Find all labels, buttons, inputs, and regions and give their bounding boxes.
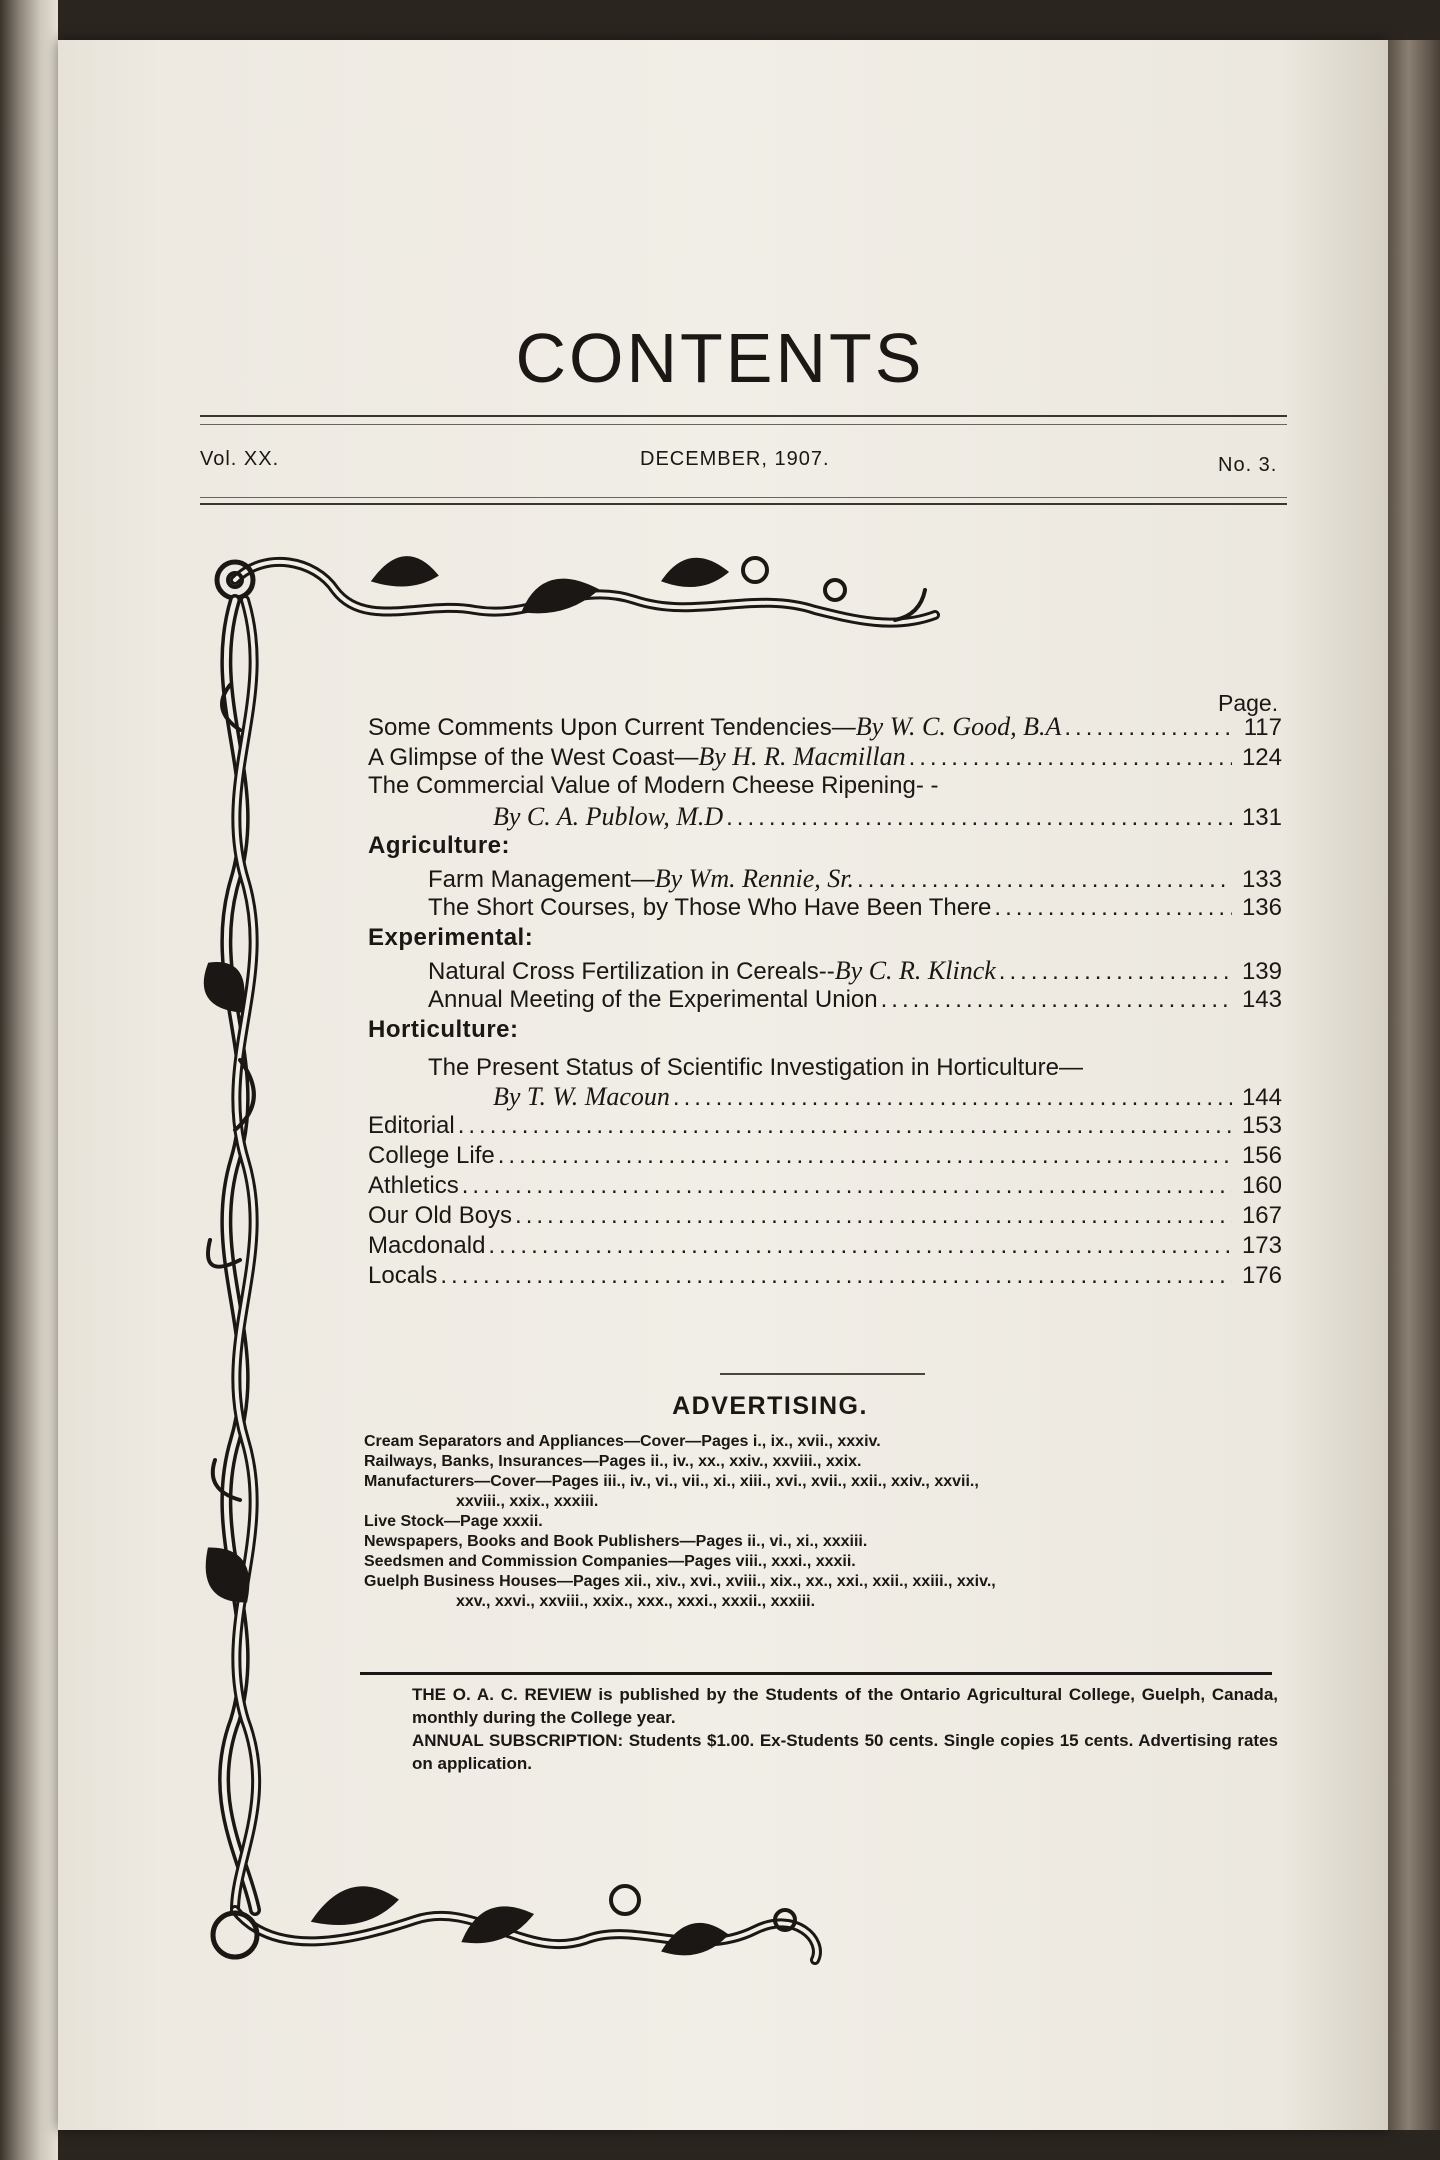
toc-department-title: Athletics <box>368 1172 459 1199</box>
leader-dots <box>455 1112 1232 1140</box>
page-column-heading: Page. <box>1218 690 1279 716</box>
toc-entry-title: The Short Courses, by Those Who Have Been There <box>428 894 992 921</box>
header-rule-1 <box>200 497 1287 498</box>
advertising-line: Live Stock—Page xxxii. <box>364 1513 543 1530</box>
toc-department[interactable] <box>368 1202 1282 1232</box>
toc-entry[interactable] <box>368 986 1282 1016</box>
leader-dots <box>459 1172 1232 1200</box>
toc-department-title: Our Old Boys <box>368 1202 513 1229</box>
top-rule-thin <box>200 424 1287 425</box>
issue-number: No. 3. <box>1218 454 1278 476</box>
toc-entry-page: 144 <box>1241 1084 1282 1111</box>
advertising-line: Manufacturers—Cover—Pages iii., iv., vi., vii., xi., xiii., xvi., xvii., xxii., xxiv., xxvii., <box>364 1473 979 1490</box>
toc-entry[interactable] <box>368 742 1282 772</box>
toc-department-title: Macdonald <box>368 1232 486 1259</box>
toc-entry-title: The Present Status of Scientific Investigation in Horticulture— <box>428 1054 1083 1081</box>
leader-dots <box>996 958 1232 986</box>
toc-department-page: 176 <box>1241 1262 1282 1289</box>
toc-entry[interactable] <box>368 956 1282 986</box>
section-heading-experimental: Experimental: <box>368 924 534 951</box>
toc-department-page: 160 <box>1241 1172 1282 1199</box>
toc-entry-title: Farm Management— <box>428 866 655 893</box>
leader-dots <box>1061 714 1232 742</box>
toc-entry[interactable] <box>368 712 1282 742</box>
toc-entry[interactable] <box>368 864 1282 894</box>
toc-department-page: 156 <box>1241 1142 1282 1169</box>
issue-date: DECEMBER, 1907. <box>640 448 830 470</box>
contents-list <box>368 712 1282 1292</box>
advertising-index <box>364 1432 1284 1612</box>
toc-department[interactable] <box>368 1112 1282 1142</box>
toc-entry-title: Natural Cross Fertilization in Cereals-- <box>428 958 835 985</box>
leader-dots <box>495 1142 1232 1170</box>
toc-entry-page: 117 <box>1243 714 1282 741</box>
toc-department[interactable] <box>368 1142 1282 1172</box>
toc-department-title: Editorial <box>368 1112 455 1139</box>
toc-entry-title-line[interactable] <box>368 1048 1282 1082</box>
volume-label: Vol. XX. <box>200 448 280 470</box>
top-rule <box>200 415 1287 417</box>
publication-rule <box>360 1672 1272 1675</box>
section-heading-horticulture: Horticulture: <box>368 1016 519 1043</box>
toc-department-title: Locals <box>368 1262 438 1289</box>
leader-dots <box>991 894 1232 922</box>
publication-statement: THE O. A. C. REVIEW is published by the Students of the Ontario Agricultural College, Guelph, Canada, monthly during the College year. <box>412 1685 1278 1727</box>
section-heading-agriculture: Agriculture: <box>368 832 511 859</box>
leader-dots <box>906 744 1232 772</box>
toc-entry-author: By H. R. Macmillan <box>698 742 906 771</box>
toc-department-page: 153 <box>1241 1112 1282 1139</box>
subscription-statement: ANNUAL SUBSCRIPTION: Students $1.00. Ex-Students 50 cents. Single copies 15 cents. Advertising rates on application. <box>412 1731 1278 1773</box>
toc-entry-page: 124 <box>1241 744 1282 771</box>
advertising-line: xxv., xxvi., xxviii., xxix., xxx., xxxi., xxxii., xxxiii. <box>456 1593 816 1610</box>
publication-notice <box>360 1683 1278 1775</box>
advertising-line: Railways, Banks, Insurances—Pages ii., iv., xx., xxiv., xxviii., xxix. <box>364 1453 862 1470</box>
toc-entry-page: 136 <box>1241 894 1282 921</box>
leader-dots <box>485 1232 1232 1260</box>
toc-department-page: 167 <box>1241 1202 1282 1229</box>
toc-entry-title: The Commercial Value of Modern Cheese Ripening- - <box>368 772 939 799</box>
advertising-line: Seedsmen and Commission Companies—Pages viii., xxxi., xxxii. <box>364 1553 856 1570</box>
toc-entry-title: Annual Meeting of the Experimental Union <box>428 986 878 1013</box>
toc-department-page: 173 <box>1241 1232 1282 1259</box>
leader-dots <box>512 1202 1232 1230</box>
leader-dots <box>437 1262 1232 1290</box>
leader-dots <box>854 866 1232 894</box>
toc-entry-page: 139 <box>1241 958 1282 985</box>
leader-dots <box>723 804 1232 832</box>
leader-dots <box>878 986 1232 1014</box>
toc-entry-author: By C. R. Klinck <box>834 956 996 985</box>
toc-entry[interactable] <box>368 1082 1282 1112</box>
toc-entry-author: By Wm. Rennie, Sr. <box>654 864 855 893</box>
leader-dots <box>670 1084 1232 1112</box>
page-title: CONTENTS <box>515 319 925 397</box>
header-rule-2 <box>200 503 1287 505</box>
toc-department[interactable] <box>368 1172 1282 1202</box>
toc-entry-author: By C. A. Publow, M.D <box>493 802 724 831</box>
advertising-divider <box>720 1373 925 1375</box>
toc-entry[interactable] <box>368 894 1282 924</box>
toc-entry-title-line[interactable] <box>368 772 1282 802</box>
advertising-line: xxviii., xxix., xxxiii. <box>456 1493 599 1510</box>
toc-entry-author: By W. C. Good, B.A <box>855 712 1062 741</box>
toc-entry-title: Some Comments Upon Current Tendencies— <box>368 714 856 741</box>
advertising-line: Guelph Business Houses—Pages xii., xiv., xvi., xviii., xix., xx., xxi., xxii., xxiii., xxiv., <box>364 1573 996 1590</box>
toc-entry[interactable] <box>368 802 1282 832</box>
toc-entry-page: 133 <box>1241 866 1282 893</box>
advertising-line: Newspapers, Books and Book Publishers—Pages ii., vi., xi., xxxiii. <box>364 1533 868 1550</box>
toc-entry-page: 143 <box>1241 986 1282 1013</box>
toc-department-title: College Life <box>368 1142 495 1169</box>
toc-department[interactable] <box>368 1262 1282 1292</box>
toc-entry-author: By T. W. Macoun <box>493 1082 670 1111</box>
advertising-line: Cream Separators and Appliances—Cover—Pages i., ix., xvii., xxxiv. <box>364 1433 881 1450</box>
toc-department[interactable] <box>368 1232 1282 1262</box>
advertising-heading: ADVERTISING. <box>672 1392 868 1420</box>
toc-entry-title: A Glimpse of the West Coast— <box>368 744 699 771</box>
toc-entry-page: 131 <box>1241 804 1282 831</box>
